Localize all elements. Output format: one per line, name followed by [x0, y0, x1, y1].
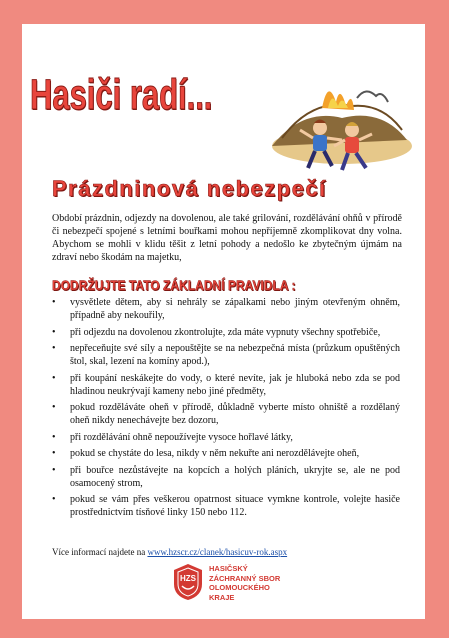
rule-text: při koupání neskákejte do vody, o které nevíte, jak je hluboká nebo zda se pod hladinou neukrývají kameny nebo jiné předměty, [70, 372, 400, 397]
list-item [52, 464, 400, 490]
rule-text: pokud rozděláváte oheň v přírodě, důkladně vyberte místo ohniště a rozdělaný oheň nikdy nenechávejte bez dozoru, [70, 402, 400, 426]
children-fire-illustration [262, 68, 412, 188]
rule-text: nepřeceňujte své síly a nepouštějte se na nebezpečná místa (průzkum opuštěných štol, skal, lezení na komíny apod.), [70, 343, 400, 367]
logo-line: HASIČSKÝ [209, 564, 248, 573]
rule-text: při bouřce nezůstávejte na kopcích a holých pláních, ukryjte se, ale ne pod osamocený strom, [70, 464, 400, 489]
list-item [52, 447, 400, 460]
rule-text: pokud se vám přes veškerou opatrnost situace vymkne kontrole, volejte hasiče prostřednictvím tísňové linky 150 nebo 112. [70, 494, 400, 518]
hzs-logo-icon [168, 562, 208, 602]
hzs-logo-text [209, 564, 319, 602]
list-item [52, 342, 400, 368]
list-item [52, 372, 400, 398]
more-info-link[interactable]: www.hzscr.cz/clanek/hasicuv-rok.aspx [147, 547, 288, 557]
logo-abbr: HZS [180, 574, 196, 583]
rule-text: pokud se chystáte do lesa, nikdy v něm nekuřte ani nerozdělávejte oheň, [70, 448, 360, 459]
logo-line: OLOMOUCKÉHO [209, 583, 270, 592]
rules-heading: DODRŽUJTE TATO ZÁKLADNÍ PRAVIDLA : [52, 277, 296, 293]
bullet-icon: • [52, 297, 56, 308]
more-info-line [52, 546, 402, 558]
bullet-icon: • [52, 431, 56, 443]
bullet-icon: • [52, 464, 56, 476]
list-item [52, 401, 400, 427]
page-title: Hasiči radí... [30, 71, 213, 119]
list-item [52, 431, 400, 444]
bullet-icon: • [52, 448, 56, 459]
logo-line: ZÁCHRANNÝ SBOR [209, 573, 281, 583]
bullet-icon: • [52, 326, 56, 338]
more-info-prefix: Více informací najdete na [52, 547, 148, 557]
bullet-icon: • [52, 494, 56, 505]
bullet-icon: • [52, 343, 56, 354]
rule-text: při rozdělávání ohně nepoužívejte vysoce hořlavé látky, [70, 431, 293, 443]
bullet-icon: • [52, 402, 56, 413]
logo-line: KRAJE [209, 592, 235, 602]
bullet-icon: • [52, 372, 56, 384]
rule-text: při odjezdu na dovolenou zkontrolujte, zda máte vypnuty všechny spotřebiče, [70, 326, 381, 338]
list-item [52, 493, 400, 519]
intro-paragraph: Období prázdnin, odjezdy na dovolenou, ale také grilování, rozdělávání ohňů v přírodě či nebezpečí spojené s letními bouřkami mohou nepříjemně zkomplikovat dny volna. Abychom se mohli v klidu těšit z letní pohody a nedošlo ke zbytečným újmám na zdraví nebo škodám na majetku, [52, 213, 402, 263]
poster-subtitle: Prázdninová nebezpečí [52, 176, 327, 201]
list-item [52, 296, 400, 322]
rules-list [52, 296, 400, 523]
list-item [52, 326, 400, 339]
rule-text: vysvětlete dětem, aby si nehrály se zápalkami nebo jiným otevřeným ohněm, případně aby nekouřily, [70, 297, 400, 321]
